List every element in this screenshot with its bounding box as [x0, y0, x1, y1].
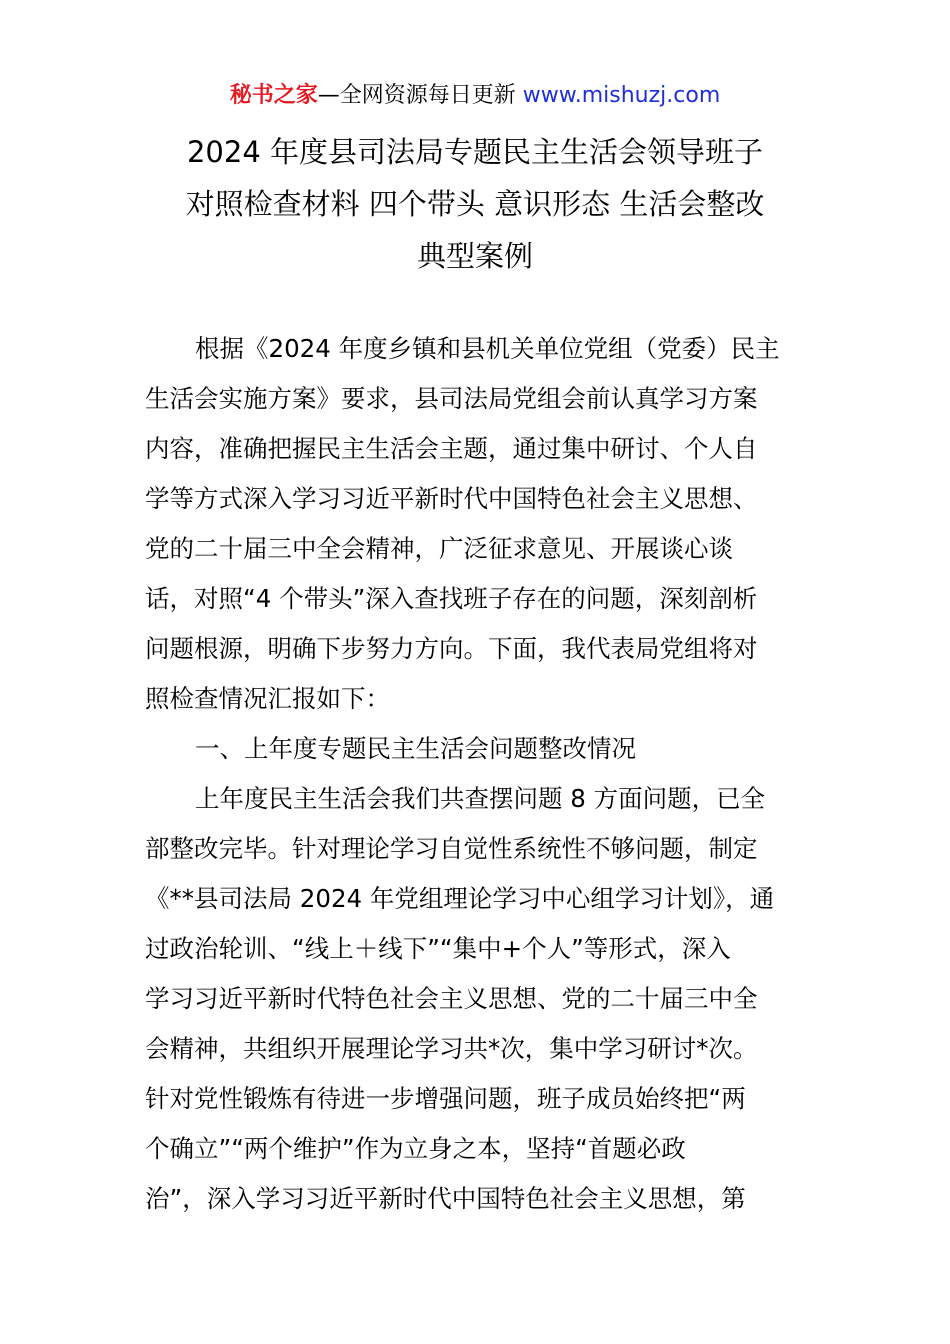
body-line: 学等方式深入学习习近平新时代中国特色社会主义思想、: [145, 484, 758, 513]
body-line: 根据《2024 年度乡镇和县机关单位党组（党委）民主: [195, 334, 780, 363]
body-line: 会精神，共组织开展理论学习共*次，集中学习研讨*次。: [145, 1034, 758, 1063]
body-line: 《**县司法局 2024 年党组理论学习中心组学习计划》，通: [145, 884, 775, 913]
body-line: 问题根源，明确下步努力方向。下面，我代表局党组将对: [145, 634, 758, 663]
title-line: 典型案例: [416, 239, 533, 273]
body-line: 针对党性锻炼有待进一步增强问题，班子成员始终把“两: [145, 1084, 746, 1113]
body-line: 个确立”“两个维护”作为立身之本，坚持“首题必政: [145, 1134, 686, 1163]
body-line: 党的二十届三中全会精神，广泛征求意见、开展谈心谈: [145, 534, 733, 563]
body-line: 学习习近平新时代特色社会主义思想、党的二十届三中全: [145, 984, 758, 1013]
body-line: 内容，准确把握民主生活会主题，通过集中研讨、个人自: [145, 434, 758, 463]
body-line: 过政治轮训、“线上＋线下”“集中+个人”等形式，深入: [145, 934, 731, 963]
site-header: [0, 80, 950, 112]
document-body: [145, 324, 807, 1224]
body-line: 治”，深入学习习近平新时代中国特色社会主义思想，第: [145, 1184, 746, 1213]
body-line: 部整改完毕。针对理论学习自觉性系统性不够问题，制定: [145, 834, 758, 863]
body-line: 上年度民主生活会我们共查摆问题 8 方面问题，已全: [195, 784, 766, 813]
document-title: [0, 126, 950, 282]
section-heading: 一、上年度专题民主生活会问题整改情况: [195, 734, 636, 763]
header-slogan: —全网资源每日更新: [317, 83, 523, 108]
title-line: 2024 年度县司法局专题民主生活会领导班子: [186, 135, 764, 169]
title-line: 对照检查材料 四个带头 意识形态 生活会整改: [185, 187, 765, 221]
body-line: 照检查情况汇报如下：: [145, 684, 390, 713]
body-line: 生活会实施方案》要求，县司法局党组会前认真学习方案: [145, 384, 758, 413]
brand-name: 秘书之家: [229, 83, 318, 108]
site-url[interactable]: www.mishuzj.com: [522, 83, 721, 108]
body-line: 话，对照“4 个带头”深入查找班子存在的问题，深刻剖析: [145, 584, 758, 613]
